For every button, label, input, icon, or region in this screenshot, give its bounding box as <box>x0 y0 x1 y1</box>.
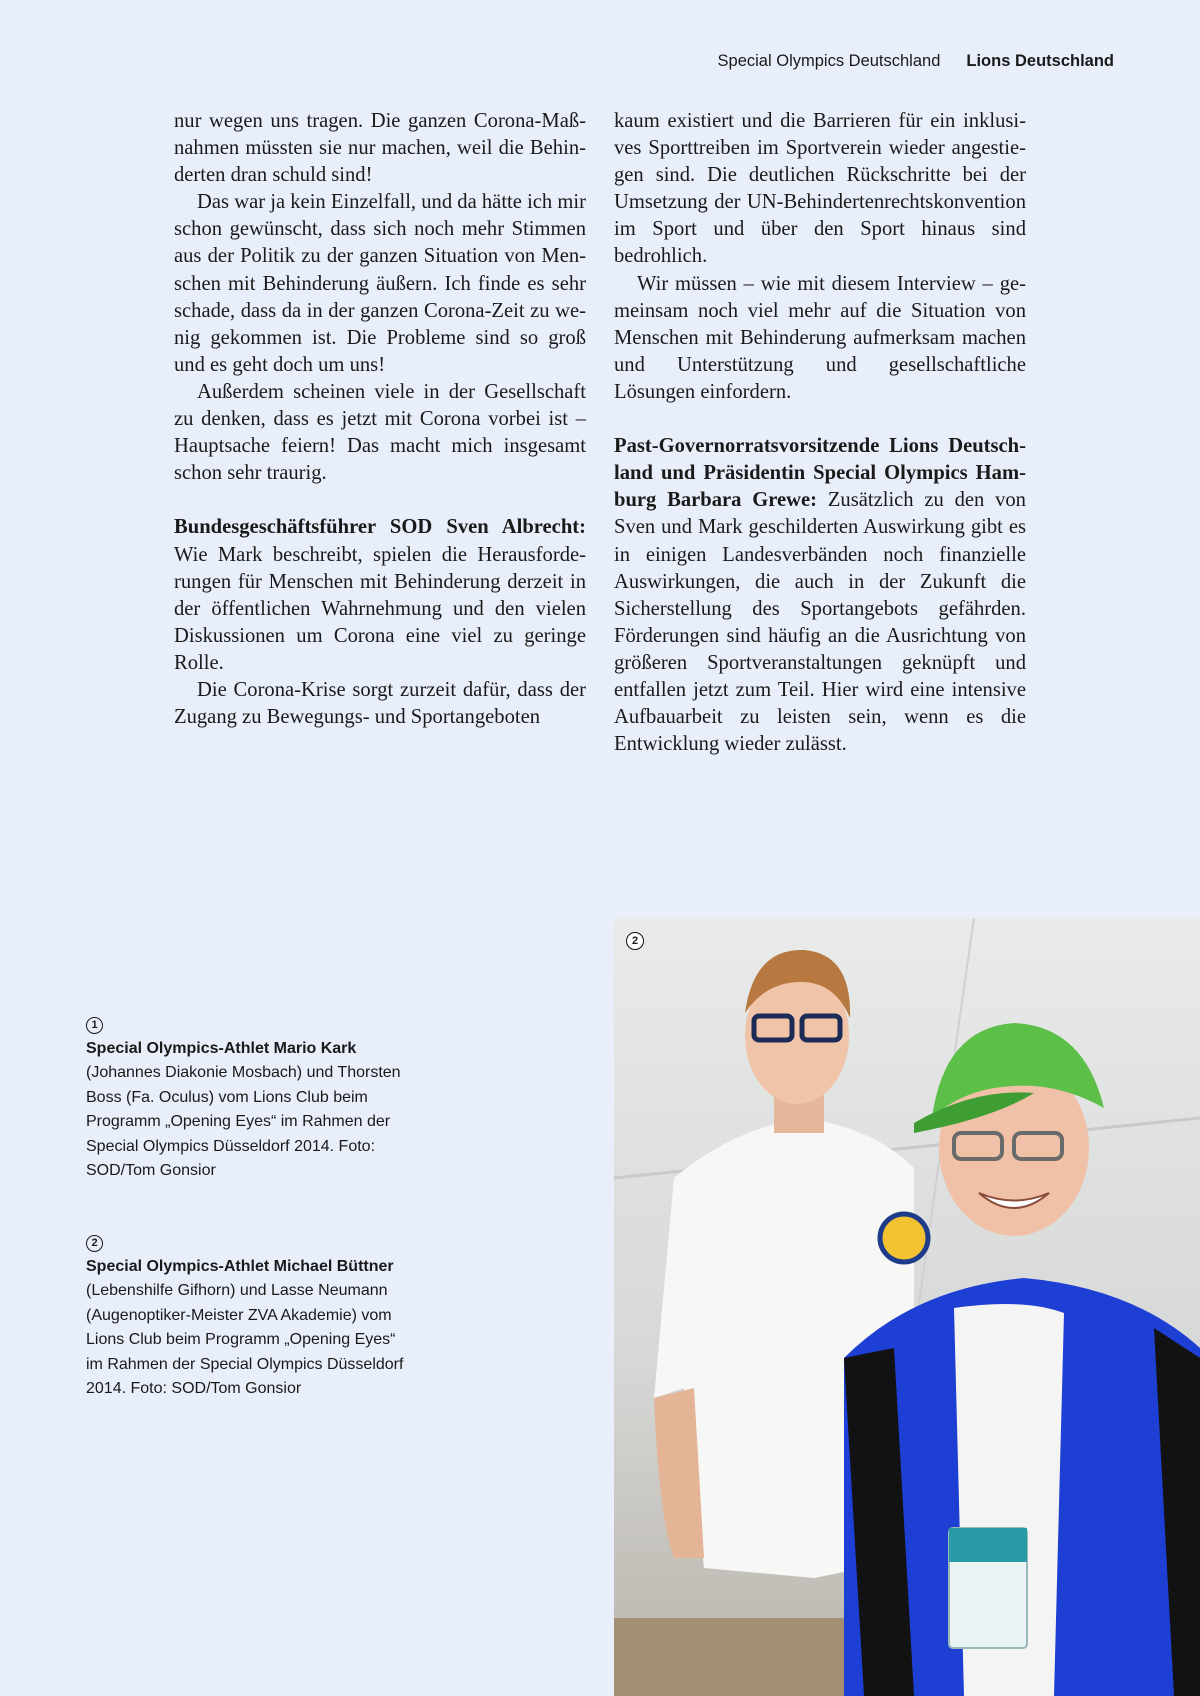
speaker-name: Bundesgeschäftsführer SOD Sven Albrecht: <box>174 516 586 539</box>
paragraph: kaum existiert und die Barrieren für ein inklusives Sporttreiben im Sportverein wieder angestiegen sind. Die deutlichen Rückschritte bei der Umsetzung der UN-Behindertenrechtskonvention im Sport und über den Sport hinaus sind bedrohlich. <box>614 110 1026 268</box>
accreditation-badge-band <box>949 1528 1027 1562</box>
paragraph-text: Wie Mark beschreibt, spielen die Herausforderungen für Menschen mit Behinderung derzeit in der öffentlichen Wahrnehmung und den vielen Diskussionen um Corona eine viel zu geringe Rolle. <box>174 543 586 674</box>
speaker-name: Past-Governorratsvorsitzende Lions Deutschland und Präsidentin Special Olympics Hamburg Barbara Grewe: <box>614 435 1026 512</box>
photo-caption-1 <box>86 1012 416 1184</box>
caption-title: Special Olympics-Athlet Mario Kark <box>86 1039 357 1057</box>
paragraph: Außerdem scheinen viele in der Gesellschaft zu denken, dass es jetzt mit Corona vorbei ist – Hauptsache feiern! Das macht mich insgesamt schon sehr traurig. <box>174 380 586 485</box>
paragraph: nur wegen uns tragen. Die ganzen Corona-Maßnahmen müssten sie nur machen, weil die Behinderten dran schuld sind! <box>174 110 586 187</box>
speaker-paragraph <box>174 514 586 677</box>
caption-number-badge: 1 <box>86 1017 103 1034</box>
paragraph: Die Corona-Krise sorgt zurzeit dafür, dass der Zugang zu Bewegungs- und Sportangeboten <box>174 678 586 729</box>
photo-opening-eyes <box>614 918 1200 1696</box>
photo-number-badge: 2 <box>626 932 644 950</box>
running-header <box>718 52 1114 71</box>
text-column-left <box>174 108 586 731</box>
text-column-right <box>614 108 1026 758</box>
caption-number-badge: 2 <box>86 1235 103 1252</box>
paragraph: Wir müssen – wie mit diesem Interview – gemeinsam noch viel mehr auf die Situation von Menschen mit Behinderung aufmerksam machen und Unterstützung und gesellschaftliche Lösungen einfordern. <box>614 272 1026 403</box>
paragraph-text: Zusätzlich zu den von Sven und Mark geschilderten Auswirkung gibt es in einigen Landesverbänden noch finanzielle Auswirkungen, die auch in der Zukunft die Sicherstellung des Sportangebots gefährden. Förderungen sind häufig an die Ausrichtung von größeren Sportveranstaltungen geknüpft und entfallen jetzt zum Teil. Hier wird eine intensive Aufbauarbeit zu leisten sein, wenn es die Entwicklung wieder zulässt. <box>614 489 1026 756</box>
speaker-paragraph <box>614 433 1026 758</box>
lions-logo-badge <box>880 1214 928 1262</box>
photo-illustration <box>614 918 1200 1696</box>
caption-title: Special Olympics-Athlet Michael Büttner <box>86 1257 394 1275</box>
caption-body: (Lebenshilfe Gifhorn) und Lasse Neumann (Augenoptiker-Meister ZVA Akademie) vom Lions Club beim Programm „Opening Eyes“ im Rahmen der Special Olympics Düsseldorf 2014. Foto: SOD/Tom Gonsior <box>86 1282 404 1397</box>
paragraph: Das war ja kein Einzelfall, und da hätte ich mir schon gewünscht, dass sich noch mehr Stimmen aus der Politik zu der ganzen Situation von Menschen mit Behinderung äußern. Ich finde es sehr schade, dass da in der ganzen Corona-Zeit zu wenig gekommen ist. Die Probleme sind so groß und es geht doch um uns! <box>174 191 586 376</box>
header-org-special-olympics: Special Olympics Deutschland <box>717 52 941 70</box>
caption-body: (Johannes Diakonie Mosbach) und Thorsten Boss (Fa. Oculus) vom Lions Club beim Programm „Opening Eyes“ im Rahmen der Special Olympics Düsseldorf 2014. Foto: SOD/Tom Gonsior <box>86 1064 401 1179</box>
photo-caption-2 <box>86 1230 416 1402</box>
header-org-lions: Lions Deutschland <box>966 52 1114 70</box>
